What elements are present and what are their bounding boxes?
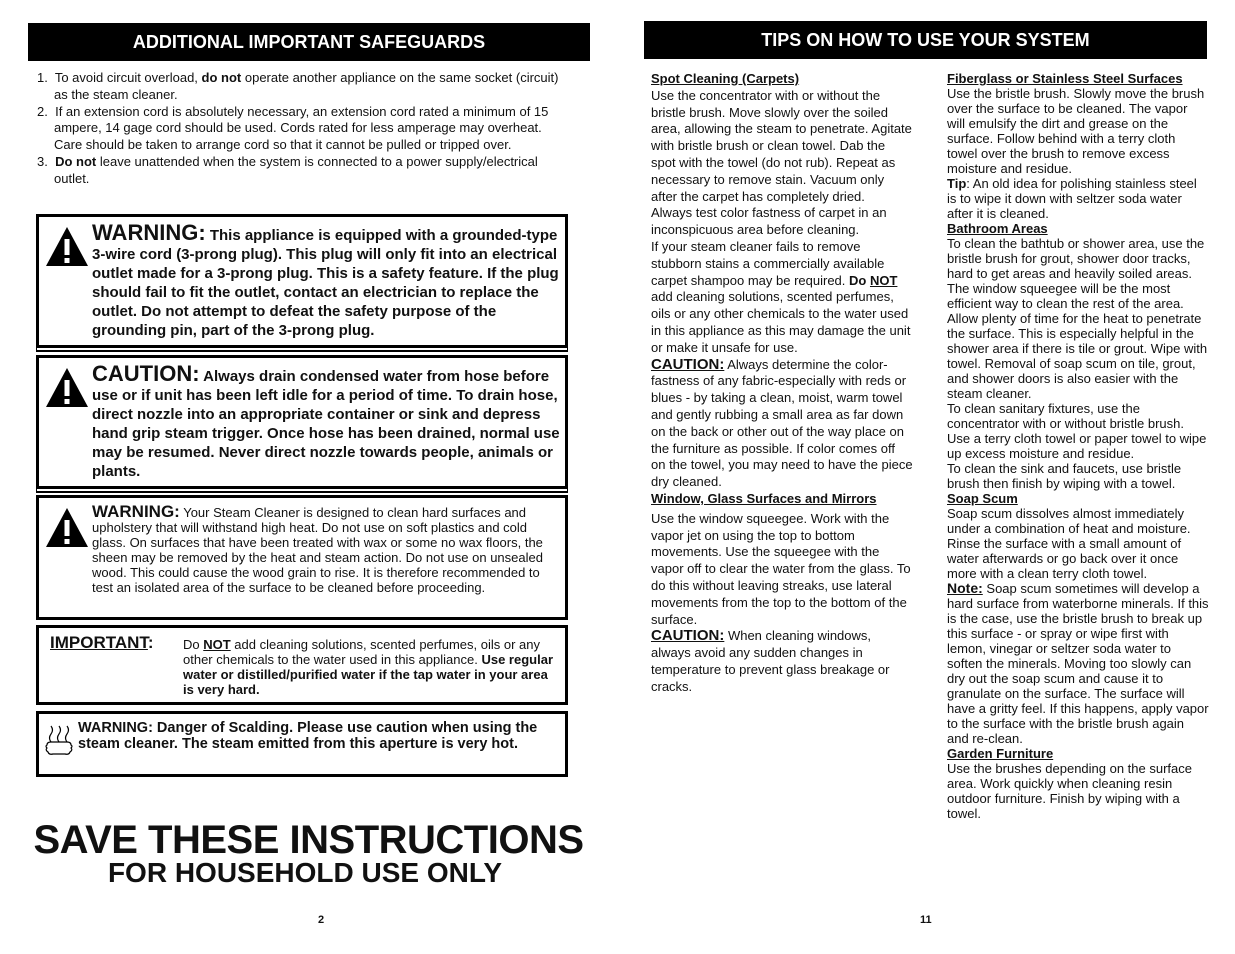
tips-banner: TIPS ON HOW TO USE YOUR SYSTEM	[644, 21, 1207, 59]
list-item: 3. Do not leave unattended when the system is connected to a power supply/electrical outlet.	[37, 153, 538, 186]
tips-right-column: Fiberglass or Stainless Steel Surfaces Use the bristle brush. Slowly move the brush over the surface to be cleaned. The vapor will emulsify the dirt and grease on the surface. Follow behind with a terry cloth towel over the brush to remove excess moisture and residue. Tip: An old idea for polishing stainless steel is to wipe it down with seltzer soda water after it is cleaned. Bathroom Areas To clean the bathtub or shower area, use the bristle brush for grout, shower door tracks, hard to get areas and heavily soiled areas. The window squeegee will be the most efficient way to clean the rest of the area. Allow plenty of time for the heat to penetrate the surface. This is especially helpful in the shower area if there is tile or grout. Wipe with towel. Removal of soap scum on tile, grout, and shower doors is also easier with the steam cleaner. To clean sanitary fixtures, use the concentrator with or without bristle brush. Use a terry cloth towel or paper towel to wipe up excess moisture and residue. To clean the sink and faucets, use bristle brush then finish by wiping with a towel. Soap Scum Soap scum dissolves almost immediately under a combination of heat and moisture. Rinse the surface with a small amount of water afterwards or go back over it once more with a clean terry cloth towel. Note: Soap scum sometimes will develop a hard surface from waterborne minerals. If this is the case, use the bristle brush to break up this surface - or spray or wipe first with lemon, vinegar or seltzer soda water to soften the minerals. Moving too slowly can dry out the soap scum and cause it to granulate on the surface. The surface will have a gritty feel. If this happens, apply vapor to the surface with the bristle brush again and re-clean. Garden Furniture Use the brushes depending on the surface area. Work quickly when cleaning resin outdoor furniture. Finish by wiping with a towel.	[947, 71, 1209, 821]
fiberglass-heading: Fiberglass or Stainless Steel Surfaces	[947, 71, 1183, 86]
drain-caution-box	[36, 355, 568, 489]
important-box: IMPORTANT: Do NOT add cleaning solutions, scented perfumes, oils or any other chemicals to the water used in this appliance. Use regular water or distilled/purified water if the tap water in your area is very hard.	[36, 625, 568, 705]
save-instructions-title: SAVE THESE INSTRUCTIONS	[33, 818, 584, 862]
safeguards-list	[37, 70, 567, 188]
surface-warning-box	[36, 495, 568, 620]
warning-triangle-icon	[45, 225, 89, 267]
scalding-warning-box	[36, 711, 568, 777]
list-item: 1. To avoid circuit overload, do not operate another appliance on the same socket (circuit) as the steam cleaner.	[37, 70, 559, 102]
right-page	[617, 0, 1235, 954]
left-page	[0, 0, 617, 954]
caution-label: CAUTION:	[651, 627, 725, 645]
caution-label: CAUTION:	[651, 355, 725, 373]
list-item: 2. If an extension cord is absolutely necessary, an extension cord rated a minimum of 15 ampere, 14 gage cord should be used. Cords rated for less amperage may overheat. Care should be taken to arrange cord so that it cannot be pulled or tripped over.	[37, 103, 549, 153]
important-bold-text: Use regular water or distilled/purified water if the tap water in your area is very hard.	[183, 652, 554, 698]
page-number: 2	[318, 914, 325, 926]
grounding-warning-box	[36, 214, 568, 348]
spot-cleaning-heading: Spot Cleaning (Carpets)	[651, 71, 800, 86]
safeguards-banner: ADDITIONAL IMPORTANT SAFEGUARDS	[28, 23, 590, 61]
soap-scum-heading: Soap Scum	[947, 491, 1018, 506]
hot-steam-icon	[44, 724, 74, 756]
drain-caution-text: Always drain condensed water from hose before use or if unit has been left idle for a period of time. To drain hose, direct nozzle into an appropriate container or sink and depress hand grip steam trigger. Once hose has been drained, normal use may be resumed. Never direct nozzle towards people, animals or plants.	[92, 368, 560, 480]
tips-left-column: Spot Cleaning (Carpets) Use the concentrator with or without the bristle brush. Move slowly over the soiled area, allowing the steam to penetrate. Agitate with bristle brush or clean towel. Dab the spot with the towel (do not rub). Repeat as necessary to remove stain. Vacuum only after the carpet has completely dried. Always test color fastness of carpet in an inconspicuous area before cleaning. If your steam cleaner fails to remove stubborn stains a commercially available carpet shampoo may be required. Do NOT add cleaning solutions, scented perfumes, oils or any other chemicals to the water used in this appliance as this may damage the unit or make it unsafe for use. CAUTION: Always determine the color-fastness of any fabric-especially with reds or blues - by taking a clean, moist, warm towel and gently rubbing a small area as far down on the back or other out of the way place on the furniture as possible. If color comes off on the towel, you may need to have the piece dry cleaned. Window, Glass Surfaces and Mirrors Use the window squeegee. Work with the vapor jet on using the top to bottom movements. Use the squeegee with the vapor off to clear the water from the glass. To do this without leaving streaks, use lateral movements from the top to the bottom of the surface. CAUTION: When cleaning windows, always avoid any sudden changes in temperature to prevent glass breakage or cracks.	[651, 71, 913, 694]
warning-triangle-icon	[45, 366, 89, 408]
grounding-warning-text: This appliance is equipped with a grounded-type 3-wire cord (3-prong plug). This plug will only fit into an electrical outlet made for a 3-prong plug. This is a safety feature. If the plug should fail to fit the outlet, contact an electrician to replace the outlet. Do not attempt to defeat the safety purpose of the grounding pin, part of the 3-prong plug.	[92, 227, 559, 339]
bathroom-heading: Bathroom Areas	[947, 221, 1048, 236]
warning-label: WARNING:	[92, 220, 206, 245]
warning-triangle-icon	[45, 506, 89, 548]
window-heading: Window, Glass Surfaces and Mirrors	[651, 490, 877, 506]
warning-label: WARNING:	[92, 502, 180, 521]
important-text: add cleaning solutions, scented perfumes, oils or any other chemicals to the water used in this appliance.	[183, 637, 540, 668]
note-label: Note:	[947, 580, 983, 596]
garden-heading: Garden Furniture	[947, 746, 1054, 761]
surface-warning-text: Your Steam Cleaner is designed to clean hard surfaces and upholstery that will withstand high heat. Do not use on soft plastics and cold glass. On surfaces that have been treated with wax or some no wax floors, the sheen may be removed by the heat and steam action. Do not use on unsealed wood. This could cause the wood grain to rise. It is therefore recommended to test an isolated area of the surface to be cleaned before proceeding.	[92, 505, 543, 596]
page-number: 11	[920, 914, 932, 926]
caution-label: CAUTION:	[92, 361, 200, 386]
scalding-warning-text: WARNING: Danger of Scalding. Please use caution when using the steam cleaner. The steam emitted from this aperture is very hot.	[78, 720, 538, 752]
household-use-subtitle: FOR HOUSEHOLD USE ONLY	[107, 857, 503, 888]
important-label: IMPORTANT	[50, 633, 148, 652]
